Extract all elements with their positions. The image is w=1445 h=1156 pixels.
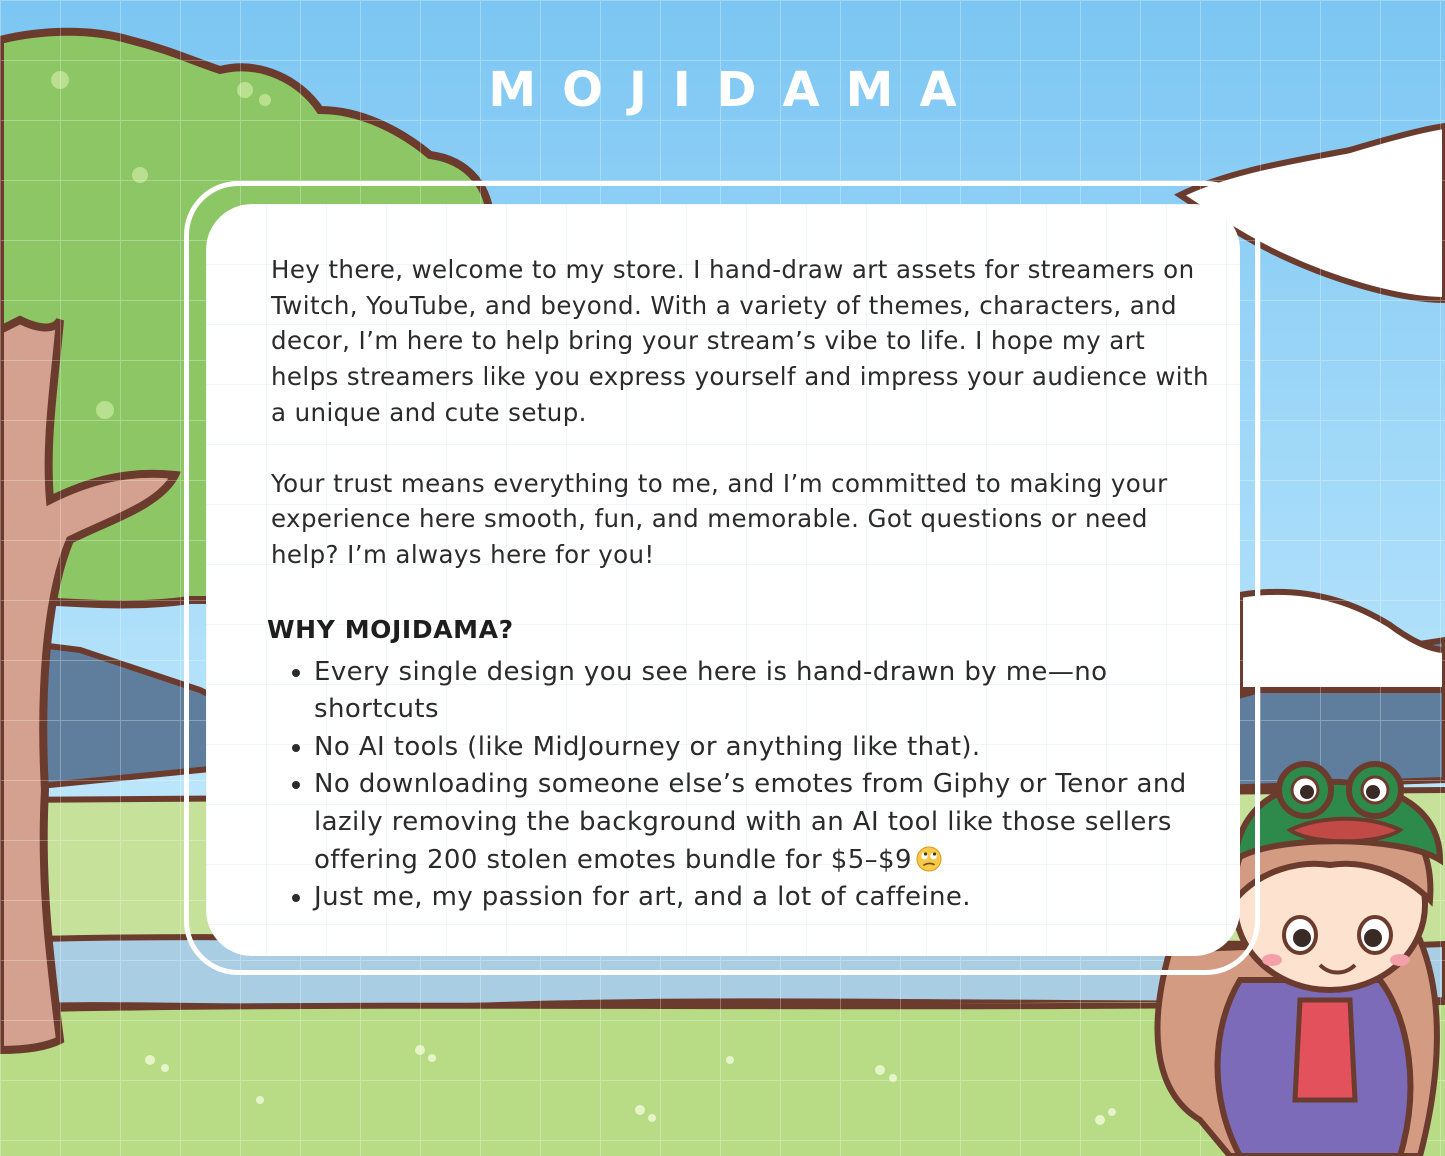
list-item: • Every single design you see here is hand-drawn by me—no shortcuts [314,654,1211,729]
brand-title: MOJIDAMA [488,62,983,118]
intro-paragraph-2: Your trust means everything to me, and I’m committed to making your experience here smooth, fun, and memorable. Got questions or need help? I’m always here for you! [271,468,1168,569]
eye-roll-emoji-icon [916,846,942,872]
list-item: • Just me, my passion for art, and a lot of caffeine. [314,879,1211,917]
list-item: • No AI tools (like MidJourney or anything like that). [314,729,1211,767]
intro-paragraph-1: Hey there, welcome to my store. I hand-draw art assets for streamers on Twitch, YouTube, and beyond. With a variety of themes, characters, and decor, I’m here to help bring your stream’s vibe to life. I hope my art helps streamers like you express yourself and impress your audience with a unique and cute setup. [271,255,1209,427]
list-item: • No downloading someone else’s emotes from Giphy or Tenor and lazily removing the background with an AI tool like those sellers offering 200 stolen emotes bundle for $5–$9 [314,766,1211,879]
why-list [271,654,1211,917]
about-content [267,252,1211,917]
why-title: WHY MOJIDAMA? [267,614,514,644]
